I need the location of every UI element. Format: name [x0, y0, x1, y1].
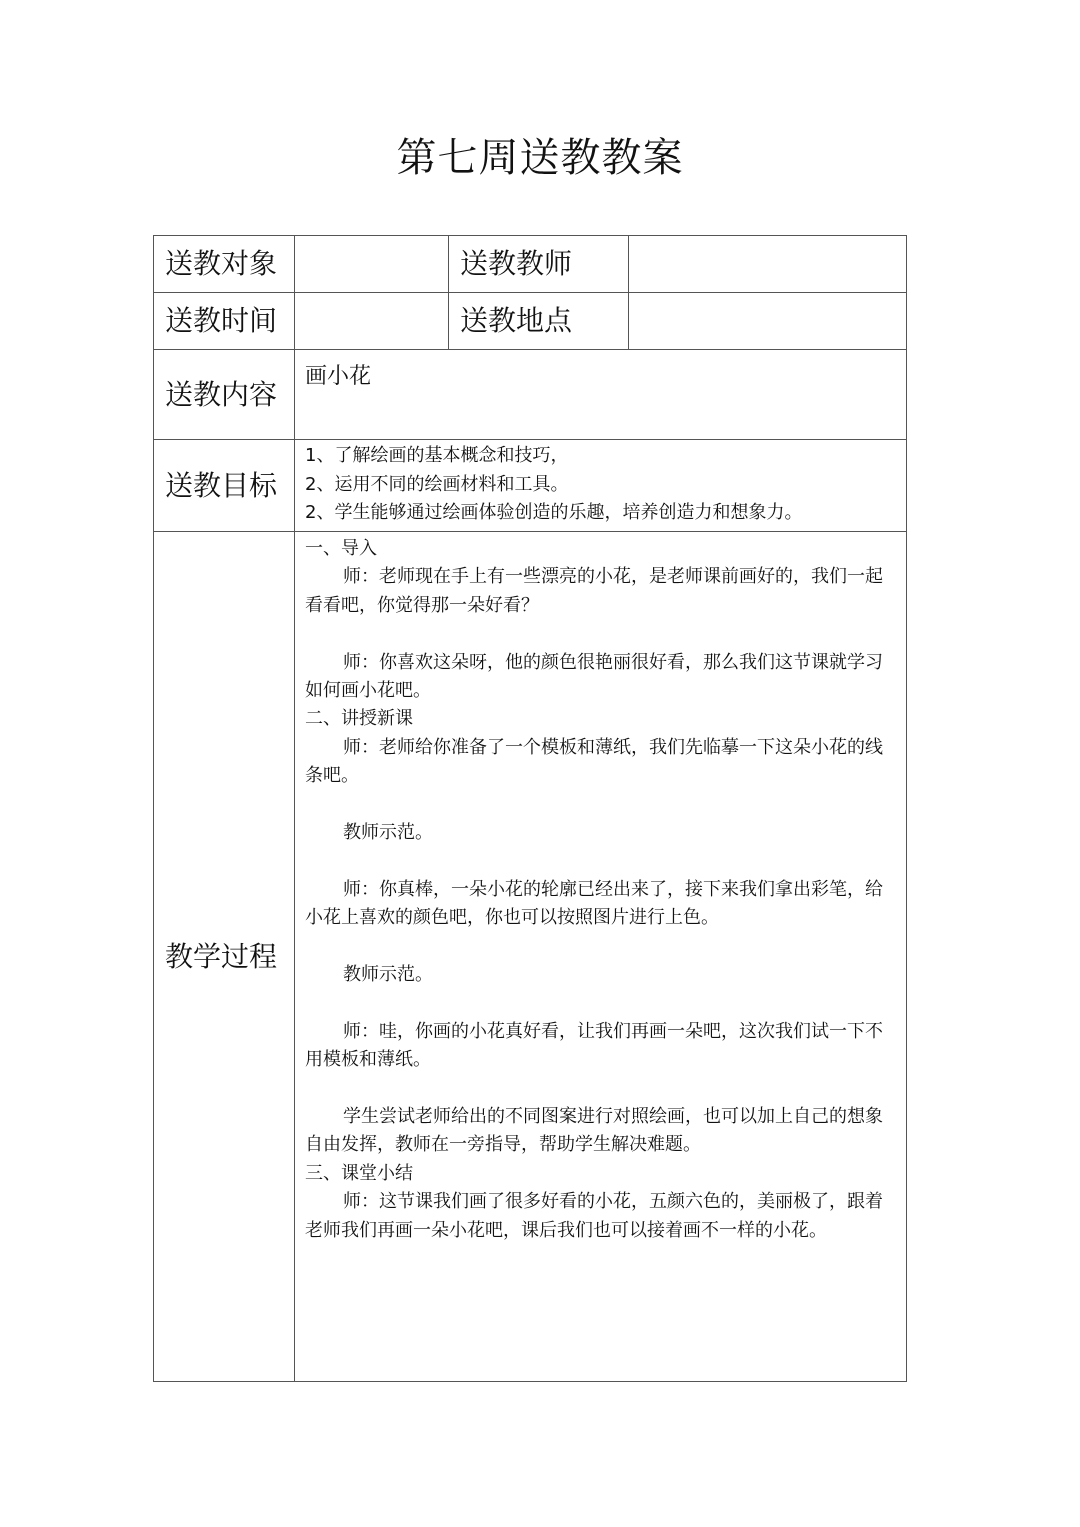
goal-item: 1、了解绘画的基本概念和技巧， — [305, 445, 569, 466]
paragraph: 师：你真棒，一朵小花的轮廓已经出来了，接下来我们拿出彩笔，给小花上喜欢的颜色吧，你也可以按照图片进行上色。 — [305, 878, 883, 929]
value-target — [295, 236, 449, 293]
goal-item: 2、学生能够通过绘画体验创造的乐趣，培养创造力和想象力。 — [305, 502, 803, 523]
paragraph: 教师示范。 — [343, 964, 433, 986]
goals-list — [295, 440, 907, 532]
paragraph: 教师示范。 — [343, 822, 433, 844]
blank-line — [305, 933, 898, 961]
paragraph: 师：老师给你准备了一个模板和薄纸，我们先临摹一下这朵小花的线条吧。 — [305, 736, 883, 787]
table-row-goals — [154, 440, 907, 532]
table-row-process — [154, 532, 907, 1382]
label-place: 送教地点 — [449, 293, 629, 350]
value-place — [629, 293, 907, 350]
table-row-target-teacher — [154, 236, 907, 293]
section-heading-summary: 三、课堂小结 — [305, 1162, 413, 1184]
label-time: 送教时间 — [154, 293, 295, 350]
blank-line — [305, 847, 898, 875]
section-heading-intro: 一、导入 — [305, 538, 377, 559]
label-process: 教学过程 — [154, 532, 295, 1382]
paragraph: 学生尝试老师给出的不同图案进行对照绘画，也可以加上自己的想象自由发挥，教师在一旁指导，帮助学生解决难题。 — [305, 1106, 883, 1156]
value-time — [295, 293, 449, 350]
blank-line — [305, 620, 898, 648]
paragraph: 师：这节课我们画了很多好看的小花，五颜六色的，美丽极了，跟着老师我们再画一朵小花吧，课后我们也可以接着画不一样的小花。 — [305, 1191, 883, 1241]
section-heading-new-lesson: 二、讲授新课 — [305, 708, 413, 730]
label-content: 送教内容 — [154, 350, 295, 440]
table-row-content — [154, 350, 907, 440]
value-content: 画小花 — [295, 350, 907, 440]
goal-item: 2、运用不同的绘画材料和工具。 — [305, 473, 569, 495]
value-teacher — [629, 236, 907, 293]
paragraph: 师：你喜欢这朵呀，他的颜色很艳丽很好看，那么我们这节课就学习如何画小花吧。 — [305, 651, 883, 702]
paragraph: 师：哇，你画的小花真好看，让我们再画一朵吧，这次我们试一下不用模板和薄纸。 — [305, 1020, 883, 1071]
table-row-time-place — [154, 293, 907, 350]
document-title: 第七周送教教案 — [396, 135, 684, 181]
lesson-plan-table — [153, 235, 907, 1382]
blank-line — [305, 1075, 898, 1103]
label-goals: 送教目标 — [154, 440, 295, 532]
blank-line — [305, 989, 898, 1017]
label-teacher: 送教教师 — [449, 236, 629, 293]
process-text — [295, 532, 907, 1382]
blank-line — [305, 791, 898, 819]
label-target: 送教对象 — [154, 236, 295, 293]
paragraph: 师：老师现在手上有一些漂亮的小花，是老师课前画好的，我们一起看看吧，你觉得那一朵好看？ — [305, 566, 883, 616]
